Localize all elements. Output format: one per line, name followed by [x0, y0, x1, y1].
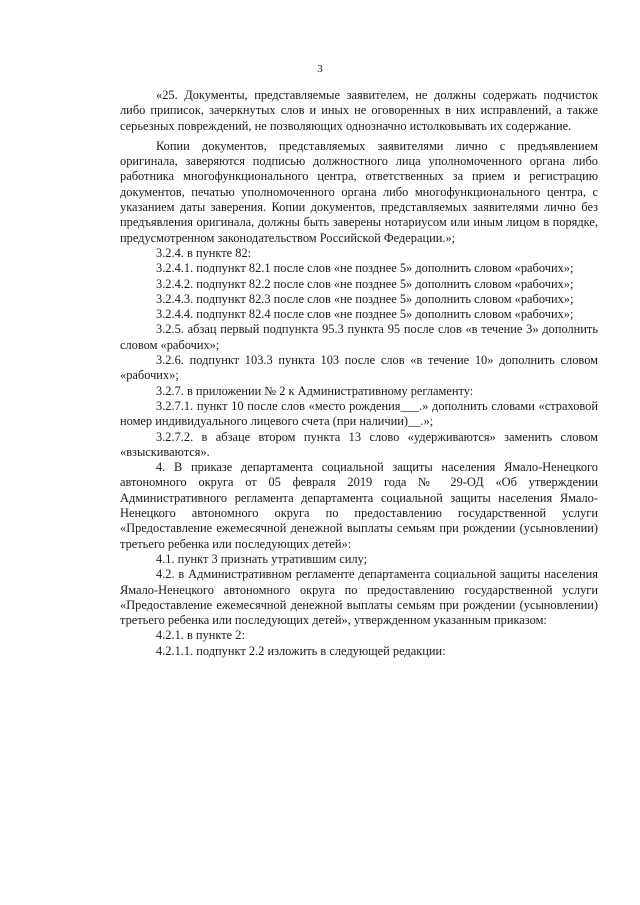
document-body [120, 88, 598, 659]
paragraph-3-2-5: 3.2.5. абзац первый подпункта 95.3 пункта 95 после слов «в течение 3» дополнить словом «рабочих»; [120, 322, 598, 352]
paragraph-3-2-4: 3.2.4. в пункте 82: [156, 245, 252, 260]
paragraph-25: «25. Документы, представляемые заявителем, не должны содержать подчисток либо приписок, зачеркнутых слов и иных не оговоренных в них исправлений, а также серьезных повреждений, не позволяющих однозначно истолковывать их содержание. [120, 88, 598, 133]
paragraph-4: 4. В приказе департамента социальной защиты населения Ямало-Ненецкого автономного округа от 05 февраля 2019 года № 29-ОД «Об утверждении Административного регламента департамента социальной защиты населения Ямало-Ненецкого автономного округа по предоставлению государственной услуги «Предоставление ежемесячной денежной выплаты семьям при рождении (усыновлении) третьего ребенка или последующих детей»: [120, 460, 598, 551]
paragraph-3-2-4-3: 3.2.4.3. подпункт 82.3 после слов «не позднее 5» дополнить словом «рабочих»; [156, 291, 574, 306]
paragraph-4-1: 4.1. пункт 3 признать утратившим силу; [156, 551, 368, 566]
paragraph-3-2-6: 3.2.6. подпункт 103.3 пункта 103 после слов «в течение 10» дополнить словом «рабочих»; [120, 353, 598, 383]
paragraph-3-2-7: 3.2.7. в приложении № 2 к Административному регламенту: [156, 383, 474, 398]
paragraph-copies: Копии документов, представляемых заявителями лично с предъявлением оригинала, заверяются подписью должностного лица уполномоченного органа либо работника многофункционального центра, ответственных за прием и регистрацию документов, печатью уполномоченного органа либо многофункционального центра, с указанием даты заверения. Копии документов, представляемых заявителями лично без предъявления оригинала, должны быть заверены нотариусом или иным лицом в порядке, предусмотренном законодательством Российской Федерации.»; [120, 138, 598, 245]
paragraph-3-2-4-2: 3.2.4.2. подпункт 82.2 после слов «не позднее 5» дополнить словом «рабочих»; [156, 276, 574, 291]
paragraph-3-2-7-1: 3.2.7.1. пункт 10 после слов «место рождения___.» дополнить словами «страховой номер индивидуального лицевого счета (при наличии)__.»; [120, 398, 598, 429]
paragraph-4-2-1: 4.2.1. в пункте 2: [156, 628, 245, 643]
paragraph-4-2-1-1: 4.2.1.1. подпункт 2.2 изложить в следующей редакции: [156, 643, 446, 658]
paragraph-4-2: 4.2. в Административном регламенте департамента социальной защиты населения Ямало-Ненецкого автономного округа по предоставлению государственной услуги «Предоставление ежемесячной денежной выплаты семьям при рождении (усыновлении) третьего ребенка или последующих детей», утвержденном указанным приказом: [120, 567, 598, 628]
page-number: 3 [317, 63, 323, 75]
paragraph-3-2-4-4: 3.2.4.4. подпункт 82.4 после слов «не позднее 5» дополнить словом «рабочих»; [156, 307, 574, 322]
paragraph-3-2-4-1: 3.2.4.1. подпункт 82.1 после слов «не позднее 5» дополнить словом «рабочих»; [156, 261, 574, 276]
paragraph-3-2-7-2: 3.2.7.2. в абзаце втором пункта 13 слово «удерживаются» заменить словом «взыскиваются». [120, 429, 598, 459]
